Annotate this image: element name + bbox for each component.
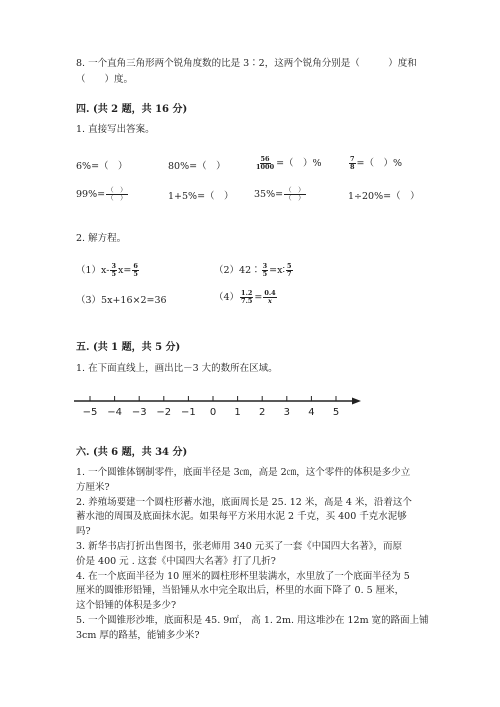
question-line: 吗? xyxy=(76,526,91,538)
section-4-q2-title: 2. 解方程。 xyxy=(76,233,127,244)
fraction-denominator: 1000 xyxy=(256,163,275,171)
answer-text: =（ ）% xyxy=(276,158,322,169)
fraction-denominator: x xyxy=(268,297,272,305)
q8-line2: （ ）度。 xyxy=(76,74,134,85)
equation-2 xyxy=(214,263,294,278)
fraction xyxy=(263,290,276,305)
question-line: 4. 在一个底面半径为 10 厘米的圆柱形杯里装满水，水里放了一个底面半径为 5 xyxy=(76,570,410,582)
question-line: 蓄水池的周围及底面抹水泥。如果每平方米用水泥 2 千克，买 400 千克水泥够 xyxy=(76,511,407,523)
fraction xyxy=(110,263,117,278)
question-line: 厘米的圆锥形铅锤，当铅锤从水中完全取出后，杯里的水面下降了 0. 5 厘米， xyxy=(76,585,405,597)
answer-item-4 xyxy=(348,156,402,171)
fraction-denominator: 7 xyxy=(286,270,292,278)
fraction-denominator: 5 xyxy=(262,270,268,278)
equation-text: = xyxy=(254,292,263,303)
tick-label: −2 xyxy=(156,407,172,418)
equation-3: （3）5x+16×2=36 xyxy=(76,295,167,306)
answer-text: 35%= xyxy=(254,189,284,200)
fraction-numerator: 7 xyxy=(350,155,355,163)
question-line: 这个铅锤的体积是多少? xyxy=(76,600,177,612)
equation-text: =x∶ xyxy=(269,265,285,276)
tick-label: 3 xyxy=(283,407,290,418)
question-line: 方厘米? xyxy=(76,481,110,493)
fraction xyxy=(286,263,293,278)
section-4-q1-title: 1. 直接写出答案。 xyxy=(76,124,155,135)
answer-item-8: 1÷20%=（ ） xyxy=(348,191,420,202)
answer-text: =（ ）% xyxy=(356,158,403,169)
tick-label: 0 xyxy=(209,407,217,418)
answer-item-3 xyxy=(254,156,322,171)
fraction xyxy=(262,263,269,278)
equation-4 xyxy=(214,290,278,305)
fraction xyxy=(255,156,275,171)
fraction-numerator: 3 xyxy=(111,262,116,270)
fraction xyxy=(284,187,306,202)
question-line: 2. 养殖场要建一个圆柱形蓄水池，底面周长是 25. 12 米，高是 4 米，沿着这个 xyxy=(76,496,412,508)
question-line: 5. 一个圆锥形沙堆，底面积是 45. 9㎡， 高 1. 2m. 用这堆沙在 12m 宽的路面上铺 xyxy=(76,614,429,626)
tick-label: 4 xyxy=(308,407,315,418)
number-line xyxy=(70,394,370,408)
tick-label: −1 xyxy=(181,407,196,418)
arrow-right-icon xyxy=(352,398,361,405)
question-line: 3cm 厚的路基，能铺多少米? xyxy=(76,629,200,641)
tick-marks xyxy=(90,396,336,401)
equation-text: （1）x- xyxy=(76,265,110,276)
fraction-denominator: （ ） xyxy=(285,194,305,202)
fraction xyxy=(240,290,253,305)
answer-item-1: 6%=（ ） xyxy=(76,161,128,172)
fraction-numerator: 0.4 xyxy=(264,289,276,297)
fraction-denominator: 5 xyxy=(111,270,116,278)
answer-item-7 xyxy=(254,187,307,202)
question-line: 1. 一个圆锥体钢制零件，底面半径是 3㎝，高是 2㎝，这个零件的体积是多少立 xyxy=(76,467,411,478)
fraction-numerator: 6 xyxy=(133,262,138,270)
answer-item-2: 80%=（ ） xyxy=(168,161,226,172)
fraction-denominator: 8 xyxy=(350,163,355,171)
fraction xyxy=(106,187,128,202)
answer-text: 99%= xyxy=(76,189,106,200)
tick-label: 5 xyxy=(332,407,340,418)
tick-label: −5 xyxy=(82,407,98,418)
fraction xyxy=(349,156,356,171)
fraction-numerator: （ ） xyxy=(107,186,127,194)
section-5-title: 五. (共 1 题，共 5 分) xyxy=(76,342,181,353)
equation-text: （2）42∶ xyxy=(214,265,261,276)
section-4-title: 四. (共 2 题，共 16 分) xyxy=(76,104,188,115)
equation-text: （4） xyxy=(214,292,240,303)
fraction-numerator: 56 xyxy=(260,155,270,163)
tick-label: 2 xyxy=(259,407,266,418)
q8-line1: 8. 一个直角三角形两个锐角度数的比是 3∶2，这两个锐角分别是（ ）度和 xyxy=(76,58,417,69)
tick-label: −4 xyxy=(107,407,122,418)
question-line: 价是 400 元 . 这套《中国四大名著》打了几折? xyxy=(76,555,276,567)
section-6-title: 六. (共 6 题，共 34 分) xyxy=(76,447,188,458)
equation-1 xyxy=(76,263,140,278)
section-6-questions xyxy=(76,466,429,644)
fraction-numerator: 3 xyxy=(262,262,268,270)
fraction xyxy=(132,263,139,278)
fraction-numerator: 1.2 xyxy=(241,289,253,297)
equation-text: x= xyxy=(117,265,132,276)
section-5-q1: 1. 在下面直线上，画出比－3 大的数所在区域。 xyxy=(76,363,278,374)
answer-item-5 xyxy=(76,187,129,202)
tick-label: 1 xyxy=(234,407,241,418)
fraction-denominator: 5 xyxy=(133,270,138,278)
fraction-numerator: （ ） xyxy=(285,186,305,194)
answer-item-6: 1+5%=（ ） xyxy=(168,191,234,202)
question-line: 3. 新华书店打折出售图书，张老师用 340 元买了一套《中国四大名著》，而原 xyxy=(76,540,403,552)
tick-label: −3 xyxy=(131,407,147,418)
fraction-numerator: 5 xyxy=(286,262,292,270)
fraction-denominator: 7.5 xyxy=(241,297,253,305)
fraction-denominator: （ ） xyxy=(107,194,127,202)
